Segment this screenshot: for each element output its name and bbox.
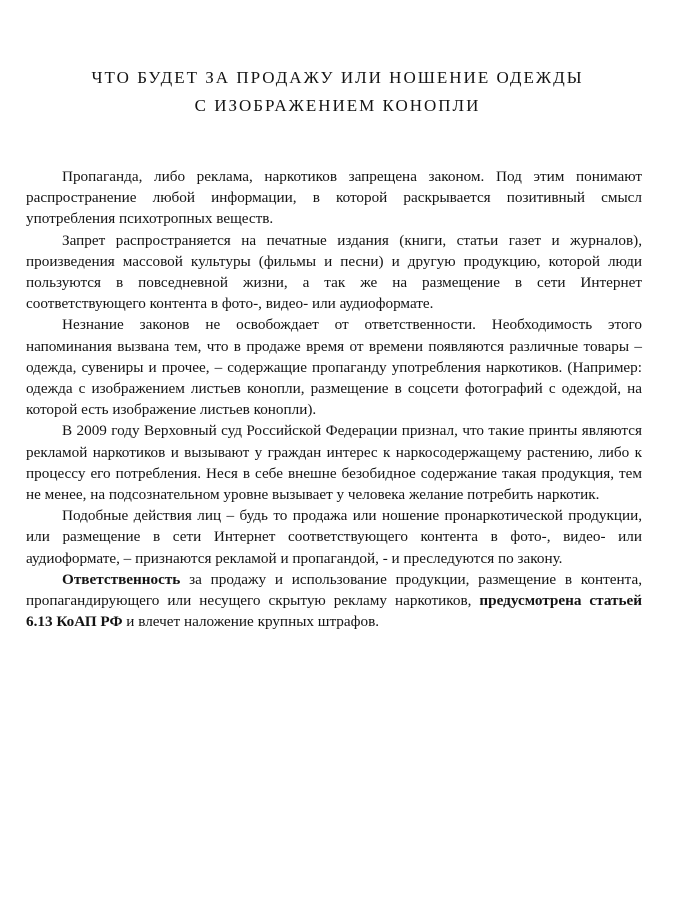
title-line-2: С ИЗОБРАЖЕНИЕМ КОНОПЛИ: [194, 96, 481, 115]
paragraph-6: [26, 569, 642, 633]
paragraph-5: Подобные действия лиц – будь то продажа или ношение пронаркотической продукции, или размещение в сети Интернет соответствующего контента в фото-, видео- или аудиоформате, – признаются рекламой и пропагандой, - и преследуются по закону.: [26, 507, 642, 567]
paragraph-1: Пропаганда, либо реклама, наркотиков запрещена законом. Под этим понимают распространение любой информации, в которой раскрывается позитивный смысл употребления психотропных веществ.: [26, 168, 642, 228]
document-body: [26, 166, 642, 632]
document-title: [40, 64, 635, 120]
responsibility-bold: Ответственность: [62, 570, 181, 588]
paragraph-3: Незнание законов не освобождает от ответственности. Необходимость этого напоминания вызвана тем, что в продаже время от времени появляются различные товары – одежда, сувениры и прочее, – содержащие пропаганду употребления наркотиков. (Например: одежда с изображением листьев конопли, размещение в соцсети фотографий с одеждой, на которой есть изображение листьев конопли).: [26, 316, 642, 419]
paragraph-6-end: и влечет наложение крупных штрафов.: [122, 613, 380, 631]
article-reference-bold: предусмотрена статьей 6.13 КоАП РФ: [26, 592, 643, 631]
paragraph-4: В 2009 году Верховный суд Российской Федерации признал, что такие принты являются рекламой наркотиков и вызывают у граждан интерес к наркосодержащему растению, либо к процессу его потребления. Неся в себе внешне безобидное содержание такая продукция, тем не менее, на подсознательном уровне вызывает у человека желание потребить наркотик.: [26, 422, 642, 504]
paragraph-6-middle: за продажу и использование продукции, размещение в контента, пропагандирующего или несущего скрытую рекламу наркотиков,: [26, 570, 642, 610]
paragraph-2: Запрет распространяется на печатные издания (книги, статьи газет и журналов), произведения массовой культуры (фильмы и песни) и другую продукцию, которой люди пользуются в повседневной жизни, а так же на размещение в сети Интернет соответствующего контента в фото-, видео- или аудиоформате.: [26, 231, 642, 313]
title-line-1: ЧТО БУДЕТ ЗА ПРОДАЖУ ИЛИ НОШЕНИЕ ОДЕЖДЫ: [91, 68, 584, 87]
